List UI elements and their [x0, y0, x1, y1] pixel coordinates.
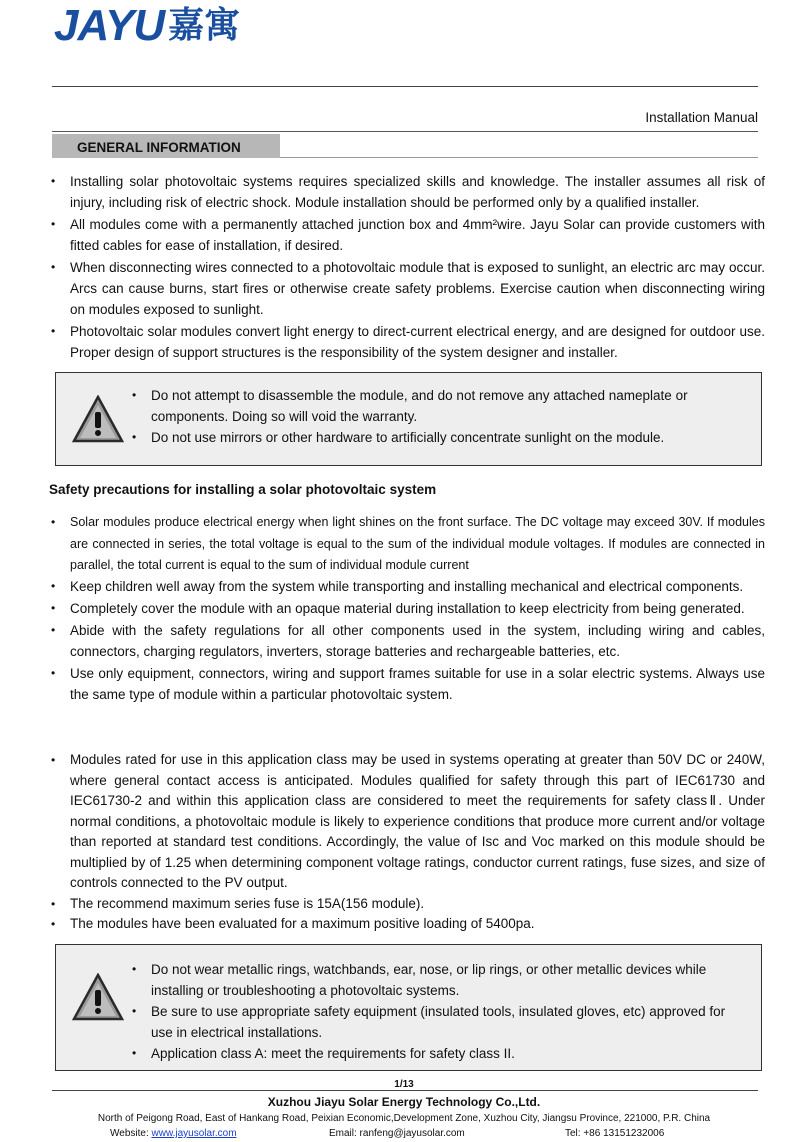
list-item: • Do not attempt to disassemble the module, and do not remove any attached nameplate or components. Doing so will void the warranty. [130, 385, 730, 427]
section-divider [52, 131, 758, 132]
logo-chinese-name: 嘉寓 [168, 5, 241, 46]
safety-heading: Safety precautions for installing a solar photovoltaic system [49, 482, 437, 497]
safety-class-list [49, 750, 765, 935]
list-item: • Keep children well away from the system while transporting and installing mechanical and electrical components. [49, 576, 765, 597]
website-link[interactable]: www.jayusolar.com [151, 1128, 237, 1139]
warning-triangle-icon [72, 973, 124, 1021]
company-name: Xuzhou Jiayu Solar Energy Technology Co.,Ltd. [267, 1095, 541, 1109]
page-number: 1/13 [394, 1079, 414, 1090]
list-item: • Be sure to use appropriate safety equipment (insulated tools, insulated gloves, etc) approved for use in electrical installations. [130, 1001, 730, 1043]
website-block [110, 1128, 237, 1139]
section-title: GENERAL INFORMATION [77, 140, 241, 155]
email-text: Email: ranfeng@jayusolar.com [329, 1128, 465, 1139]
header-divider [52, 86, 758, 87]
list-item: • Solar modules produce electrical energy when light shines on the front surface. The DC voltage may exceed 30V. If modules are connected in series, the total voltage is equal to the sum of the individual module voltages. If modules are connected in parallel, the total current is equal to the sum of individual module current [49, 512, 765, 577]
list-item: • Do not wear metallic rings, watchbands, ear, nose, or lip rings, or other metallic devices while installing or troubleshooting a photovoltaic systems. [130, 959, 730, 1001]
company-logo [54, 1, 241, 50]
list-item: • Do not use mirrors or other hardware to artificially concentrate sunlight on the module. [130, 427, 730, 448]
list-item: • Application class A: meet the requirements for safety class II. [130, 1043, 730, 1064]
logo-wordmark: JAYU [54, 1, 165, 50]
general-info-list [49, 171, 765, 364]
list-item: • The modules have been evaluated for a maximum positive loading of 5400pa. [49, 914, 765, 935]
section-underline [280, 157, 758, 158]
document-type-label: Installation Manual [645, 110, 758, 125]
list-item: • The recommend maximum series fuse is 15A(156 module). [49, 894, 765, 915]
list-item: • When disconnecting wires connected to a photovoltaic module that is exposed to sunlight, an electric arc may occur. Arcs can cause burns, start fires or otherwise create safety problems. Exercise caution when disconnecting wiring on modules exposed to sunlight. [49, 257, 765, 320]
company-address: North of Peigong Road, East of Hankang Road, Peixian Economic,Development Zone, Xuzhou City, Jiangsu Province, 221000, P.R. China [97, 1113, 711, 1124]
list-item: • Photovoltaic solar modules convert light energy to direct-current electrical energy, and are designed for outdoor use. Proper design of support structures is the responsibility of the system designer and installer. [49, 321, 765, 363]
safety-list [49, 576, 765, 706]
safety-voltage-list [49, 512, 765, 577]
phone-text: Tel: +86 13151232006 [565, 1128, 665, 1139]
list-item: • All modules come with a permanently attached junction box and 4mm²wire. Jayu Solar can provide customers with fitted cables for ease of installation, if desired. [49, 214, 765, 256]
warning-box [55, 372, 762, 466]
warning-box [55, 944, 762, 1071]
website-label: Website: [110, 1128, 152, 1139]
list-item: • Use only equipment, connectors, wiring and support frames suitable for use in a solar electric systems. Always use the same type of module within a particular photovoltaic system. [49, 663, 765, 705]
list-item: • Installing solar photovoltaic systems requires specialized skills and knowledge. The installer assumes all risk of injury, including risk of electric shock. Module installation should be performed only by a qualified installer. [49, 171, 765, 213]
footer-divider [52, 1090, 758, 1091]
warning-list [130, 959, 730, 1064]
list-item: • Modules rated for use in this application class may be used in systems operating at greater than 50V DC or 240W, where general contact access is anticipated. Modules qualified for safety through this part of IEC61730 and IEC61730-2 and within this application class are considered to meet the requirements for safety classⅡ. Under normal conditions, a photovoltaic module is likely to experience conditions that produce more current and/or voltage than reported at standard test conditions. Accordingly, the value of Isc and Voc marked on this module should be multiplied by of 1.25 when determining component voltage ratings, conductor current ratings, fuse sizes, and size of controls connected to the PV output. [49, 750, 765, 894]
warning-triangle-icon [72, 395, 124, 443]
warning-list [130, 385, 730, 448]
list-item: • Abide with the safety regulations for all other components used in the system, including wiring and cables, connectors, charging regulators, inverters, storage batteries and rechargeable batteries, etc. [49, 620, 765, 662]
list-item: • Completely cover the module with an opaque material during installation to keep electricity from being generated. [49, 598, 765, 619]
